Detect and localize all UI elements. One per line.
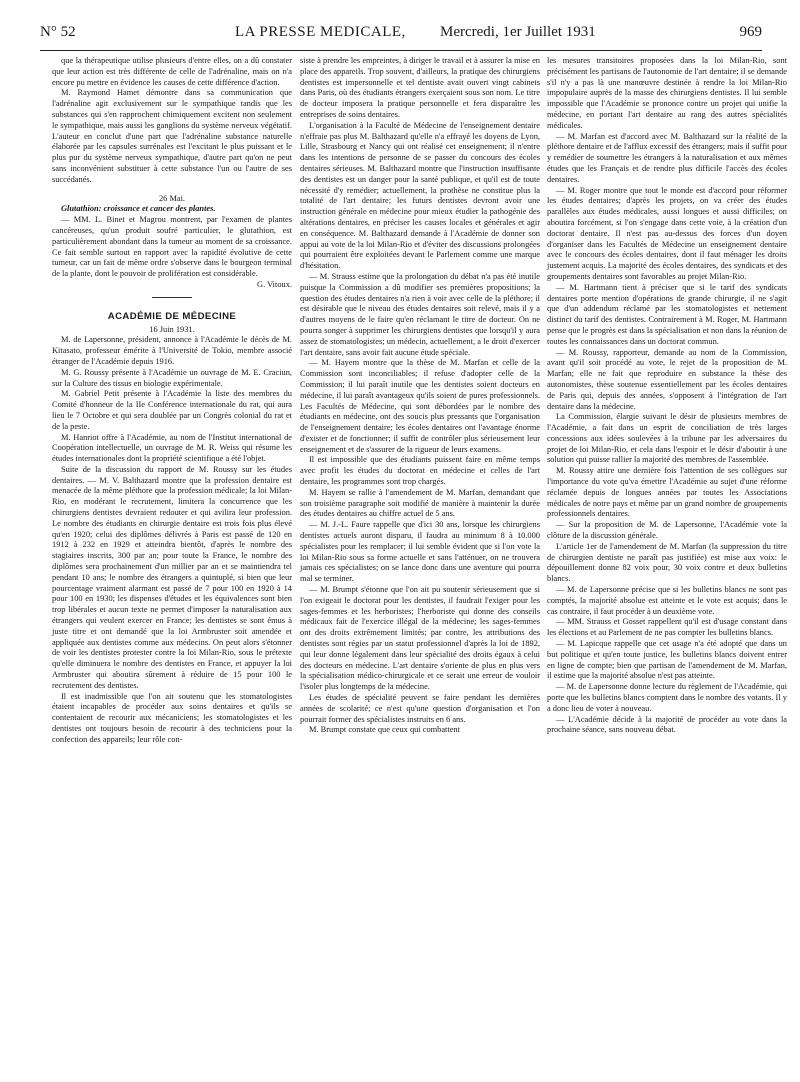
section-title: ACADÉMIE DE MÉDECINE — [107, 310, 237, 322]
paragraph: M. G. Roussy présente à l'Académie un ouvrage de M. E. Craciun, sur la Culture des tissus en biologie expérimentale. — [52, 367, 292, 388]
paragraph: — M. J.-L. Faure rappelle que d'ici 30 ans, lorsque les chirurgiens dentistes actuels auront disparu, il faudra au minimum 8 à 10.000 spécialistes pour les remplacer; il lui semble évident que si l'on vote la loi Milan-Rio sous sa forme actuelle et sans l'atténuer, on ne trouvera jamais ces spécialistes; on se lance donc dans une aventure qui pourra mal se terminer. — [300, 520, 540, 584]
paragraph: M. Gabriel Petit présente à l'Académie la liste des membres du Comité d'honneur de la IIe Conférence internationale du rat, qui aura lieu le 7 Octobre et qui sera doublée par un Congrès colonial du rat et de la peste. — [52, 389, 292, 431]
author-signature: G. Vitoux. — [257, 279, 292, 289]
paragraph: M. Raymond Hamet démontre dans sa communication que l'adrénaline agit exclusivement sur le sympathique tandis que les substances qui s'en rapprochent chimiquement excitent non seulement le sympathique, mais aussi les ganglions du système nerveux végétatif. L'auteur en conclut d'une part que l'adrénaline substance naturelle élaborée par les capsules surrénales est l'excitant le plus puissant et le plus pur du système nerveux sympathique, d'autre part qu'on ne peut sans inconvénient substituer à cette substance l'un ou l'autre de ses succédanés. — [52, 88, 292, 184]
paragraph: siste à prendre les empreintes, à diriger le travail et à assurer la mise en place des appareils. Trop souvent, d'ailleurs, la pratique des chirurgiens dentistes est impersonnelle et tel dentiste avait ouvert vingt cabinets dans Paris, où des étudiants étrangers exerçaient sous son nom. Le titre de docteur imposera la pratique personnelle et fera disparaître les entreprises de soins dentaires. — [300, 56, 540, 119]
paragraph: Suite de la discussion du rapport de M. Roussy sur les études dentaires. — M. V. Balthazard montre que la profession dentaire est menacée de la même pléthore que la profession médicale; la loi Milan-Rio, en modérant le recrutement, limitera la concurrence que les chirurgiens dentistes devraient redouter et qui avilira leur profession. Le nombre des étudiants en chirurgie dentaire est trois fois plus élevé qu'en 1920; celui des diplômes délivrés à Paris est passé de 120 en 1912 à 232 en 1929 et atteindra bientôt, d'après le nombre des stagiaires inscrits, 300 par an; pour toute la France, le nombre des diplômes sera prochainement d'un millier par an et se maintiendra tel pendant 10 ans; le nombre des étrangers a quintuplé, si bien que leur pourcentage vraiment alarmant est passé de 7 pour 100 en 1920 à 14 pour 100 en 1930; les dispenses d'études et les équivalences sont bien trop libérales et aucun texte ne permet d'imposer la naturalisation aux étrangers qui veulent exercer en France; les dentistes se sont émus à juste titre et ont demandé que la loi Armbruster soit amendée et appliquée aux dentistes comme aux médecins. On peut alors s'étonner de voir les dentistes protester contre la loi Milan-Rio, sous le prétexte qu'elle diminuera le nombre des dentistes en France, et appuyer la loi Armbruster qui aboutira sûrement à réduire de 15 pour 100 le recrutement des dentistes. — [52, 464, 292, 690]
issue-number: N° 52 — [40, 24, 76, 40]
paragraph: les mesures transitoires proposées dans la loi Milan-Rio, sont précisément les partisans de l'autonomie de l'art dentaire; il se demande s'il n'y a pas là une manœuvre destinée à rendre la loi Milan-Rio impopulaire auprès de la masse des chirurgiens dentistes. Il lui semble impossible que l'Académie se prononce contre un projet qui unifie la médecine, en portant l'art dentaire au rang des autres spécialités médicales. — [547, 56, 787, 130]
paragraph: — MM. Strauss et Gosset rappellent qu'il est d'usage constant dans les élections et au Parlement de ne pas compter les bulletins blancs. — [547, 617, 787, 638]
column-2 — [300, 56, 540, 736]
paragraph: — M. de Lapersonne donne lecture du règlement de l'Académie, qui porte que les bulletins blancs comptent dans le nombre des votants. Il y a donc lieu de voter à nouveau. — [547, 682, 787, 713]
paragraph: — M. Strauss estime que la prolongation du débat n'a pas été inutile puisque la Commission a dû modifier ses premières propositions; la question des études dentaires n'a rien à voir avec celle de la pléthore; il est désirable que le niveau des études dentaires soit relevé, mais il y a d'autres moyens de le faire qu'en réclamant le titre de docteur. On ne pourra songer à supprimer les chirurgiens dentistes que lorsqu'il y aura assez de stomatologistes; un médecin, actuellement, a le droit d'exercer l'art dentaire, sans avoir fait aucune étude spéciale. — [300, 271, 540, 357]
page-header — [40, 24, 762, 51]
paragraph: — M. Marfan est d'accord avec M. Balthazard sur la réalité de la pléthore dentaire et de l'afflux excessif des étrangers; mais il suffit pour y remédier de soumettre les étrangers à la naturalisation et aux mêmes études que les Français et de rendre plus difficile l'accès des écoles dentaires. — [547, 131, 787, 184]
section-date: 26 Mai. — [158, 193, 186, 203]
paragraph: M. Hanriot offre à l'Académie, au nom de l'Institut international de Coopération intellectuelle, un ouvrage de M. R. Weiss qui résume les études internationales dont la propriété scientifique a été l'objet. — [52, 432, 292, 464]
paragraph: — M. de Lapersonne précise que si les bulletins blancs ne sont pas comptés, la majorité absolue est atteinte et le vote est acquis; dans le cas contraire, il faut procéder à un deuxième vote. — [547, 585, 787, 616]
paragraph: L'organisation à la Faculté de Médecine de l'enseignement dentaire n'effraie pas plus M. Balthazard qu'elle n'a effrayé les doyens de Lyon, Lille, Strasbourg et Nancy qui ont réalisé cet enseignement; il n'entre dans les intentions de personne de se passer du concours des écoles dentaires sérieuses. M. Balthazard montre que l'instruction insuffisante des dentistes est un danger pour la santé publique, et qu'il est de toute nécessité d'y remédier; actuellement, la prothèse ne constitue plus la totalité de l'art dentaire; les futurs dentistes devront avoir une instruction générale en médecine pour mieux étudier la pathogénie des altérations dentaires, en préciser les causes locales et générales et agir en conséquence. M. Balthazard demande à l'Académie de donner son appui au vote de la loi Milan-Rio et d'éviter des discussions prolongées qui pourraient être exploitées devant le Parlement comme une marque d'hésitation. — [300, 120, 540, 271]
paragraph: — M. Lapicque rappelle que cet usage n'a été adopté que dans un but politique et qu'en toute justice, les bulletins blancs doivent entrer en ligne de compte; bien que partisan de l'amendement de M. Marfan, il estime que la majorité absolue n'est pas atteinte. — [547, 639, 787, 681]
section-date: 16 Juin 1931. — [149, 324, 195, 334]
paragraph: — M. Roger montre que tout le monde est d'accord pour réformer les études dentaires; d'après les projets, on va créer des études parallèles aux études médicales, aussi longues et aussi difficiles; on aboutira forcément, si l'on s'engage dans cette voie, à la création d'un doctorat dentaire. Il n'est pas au-dessus des forces d'un doyen d'organiser dans les Facultés de Médecine un enseignement dentaire avec le concours des écoles dentaires, dont il faut ménager les droits justement acquis. La majorité des écoles dentaires, des syndicats et des groupements dentaires sont favorables au projet Milan-Rio. — [547, 185, 787, 281]
paragraph: M. Roussy attire une dernière fois l'attention de ses collègues sur l'importance du vote qu'va émettre l'Académie au sujet d'une réforme réclamée depuis de longues années par toutes les Associations médicales de notre pays et même par un grand nombre de groupements professionnels dentaires. — [547, 466, 787, 519]
paragraph: — M. Hartmann tient à préciser que si le tarif des syndicats dentaires porte mention d'opérations de grande chirurgie, il ne s'agit que d'un addendum réclamé par les stomatologistes et nettement distinct du tarif des dentistes. Contrairement à M. Roger, M. Hartmann pense que le progrès est dans la spécialisation et non dans la réunion de toutes les connaissances dans un doctorat commun. — [547, 282, 787, 346]
paragraph: — M. Brumpt s'étonne que l'on ait pu soutenir sérieusement que si l'on exigeait le doctorat pour les dentistes, il faudrait l'exiger pour les sages-femmes et les herboristes; l'herboriste qui donne des conseils médicaux fait de l'exercice illégal de la médecine; les sages-femmes ont des droits extrêmement limités; par contre, les attributions des dentistes sont régies par un statut professionnel d'après la loi de 1892, qui leur donne légalement dans leur spécialité des droits égaux à celui des docteurs en médecine. L'art dentaire s'oriente de plus en plus vers la spécialisation médico-chirurgicale et ce serait une erreur de vouloir l'isoler plus longtemps de la médecine. — [300, 585, 540, 692]
paragraph: — Sur la proposition de M. de Lapersonne, l'Académie vote la clôture de la discussion générale. — [547, 520, 787, 541]
paragraph: que la thérapeutique utilise plusieurs d'entre elles, on a dû constater que leur action est très différente de celle de l'adrénaline, mais on n'a encore pu mettre en évidence les causes de cette différence d'action. — [52, 56, 292, 87]
divider — [152, 297, 192, 298]
paragraph: — M. Roussy, rapporteur, demande au nom de la Commission, avant qu'il soit procédé au vote, le rejet de la proposition de M. Marfan; elle ne fait que reproduire en substance la thèse des autonomistes, thèse soutenue essentiellement par les écoles dentaires de Paris qui, depuis des années, s'opposent à l'intégration de l'art dentaire dans la médecine. — [547, 347, 787, 411]
paragraph: Il est inadmissible que l'on ait soutenu que les stomatologistes étaient incapables de procéder aux soins dentaires et qu'ils se contentaient de recourir aux mécaniciens; les stomatologistes et les dentistes ont toujours besoin de recourir à des techniciens pour la confection des appareils; leur rôle con- — [52, 691, 292, 744]
paragraph: M. Brumpt constate que ceux qui combattent — [309, 725, 460, 735]
paragraph: — L'Académie décide à la majorité de procéder au vote dans la prochaine séance, sans nouveau débat. — [547, 714, 787, 735]
paragraph: L'article 1er de l'amendement de M. Marfan (la suppression du titre de chirurgien dentiste ne paraît pas justifiée) est mise aux voix: le dépouillement donne 82 voix pour, 30 voix contre et deux bulletins blancs. — [547, 541, 787, 584]
page-number: 969 — [739, 24, 762, 40]
paragraph: M. de Lapersonne, président, annonce à l'Académie le décès de M. Kitasato, professeur émérite à l'Université de Tokio, membre associé étranger de l'Académie depuis 1916. — [52, 335, 292, 366]
paragraph: M. Hayem se rallie à l'amendement de M. Marfan, demandant que son troisième paragraphe soit modifié de manière à maintenir la durée des études dentaires au chiffre actuel de 5 ans. — [300, 487, 540, 519]
journal-title: LA PRESSE MEDICALE, — [235, 24, 406, 40]
paragraph: Les études de spécialité peuvent se faire pendant les dernières années de scolarité; ce n'est qu'une question d'organisation et l'on pourrait former des spécialistes instruits en 6 ans. — [300, 693, 540, 724]
glutathion-heading: Glutathion: croissance et cancer des plantes. — [61, 204, 216, 214]
paragraph: La Commission, élargie suivant le désir de plusieurs membres de l'Académie, a fait dans un esprit de conciliation de très larges concessions aux idées soulevées à la tribune par les adversaires du projet de loi Milan-Rio, et cela dans l'espoir et le désir d'aboutir à une solution qui puisse rallier la majorité des membres de l'assemblée. — [547, 412, 787, 465]
paragraph: — MM. L. Binet et Magrou montrent, par l'examen de plantes cancéreuses, qu'un produit soufré particulier, le glutathion, est particulièrement abondant dans la tumeur au moment de sa croissance. Ce fait semble surtout en rapport avec la rapidité évolutive de cette tumeur, car un fait de même ordre s'observe dans le bourgeon terminal de la plante, dont le pouvoir de prolifération est considérable. — [52, 215, 292, 279]
column-1 — [52, 56, 292, 746]
paragraph: Il est impossible que des étudiants puissent faire en même temps avec profit les études du doctorat en médecine et celles de l'art dentaire, les programmes sont trop chargés. — [300, 455, 540, 487]
column-3 — [547, 56, 787, 736]
paragraph: — M. Hayem montre que la thèse de M. Marfan et celle de la Commission sont inconciliables; il refuse d'adopter celle de la Commission; il lui paraît inutile que les dentistes soient docteurs en médecine, il lui paraît avantageux qu'ils soient de pures professionnels. Les Facultés de Médecine, qui sont débordées par le nombre des étudiants en médecine, ont des soucis plus pressants que l'organisation de l'enseignement dentaire; les écoles dentaires ont l'avantage énorme d'exister et de fonctionner; il suffit de contrôler plus sérieusement leur enseignement et de s'assurer de la rigueur de leurs examens. — [300, 358, 540, 454]
issue-date: Mercredi, 1er Juillet 1931 — [440, 24, 596, 40]
